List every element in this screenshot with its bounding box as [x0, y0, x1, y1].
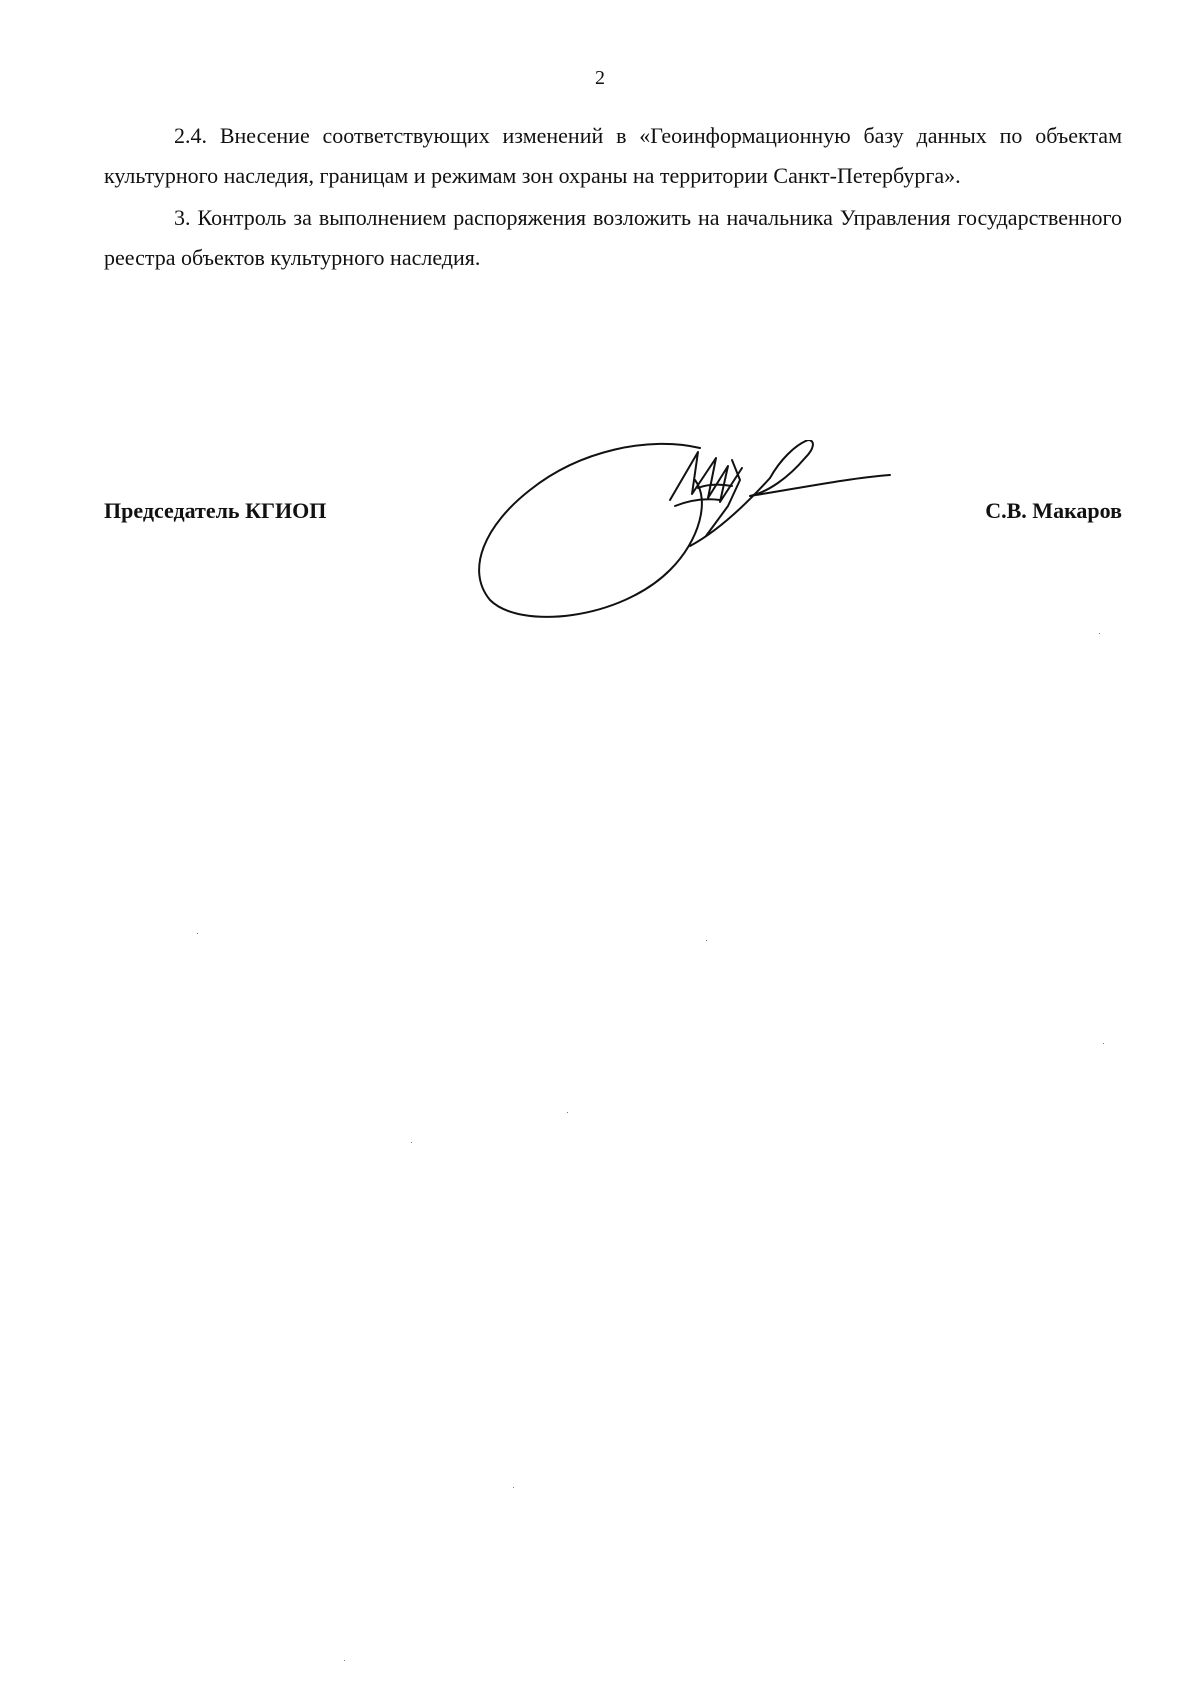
paragraph-3: 3. Контроль за выполнением распоряжения возложить на начальника Управления государственного реестра объектов культурного наследия. [104, 205, 1122, 270]
scan-speck [1103, 1043, 1104, 1044]
page-number: 2 [595, 67, 605, 89]
signer-name: С.В. Макаров [985, 498, 1122, 523]
handwritten-signature [470, 440, 930, 620]
scan-speck [197, 933, 198, 934]
scan-speck [1099, 633, 1100, 634]
signer-position: Председатель КГИОП [104, 498, 327, 523]
document-body [104, 116, 1122, 280]
scan-speck [411, 1142, 412, 1143]
scan-speck [344, 1660, 345, 1661]
scan-speck [706, 940, 707, 941]
scan-speck [567, 1112, 568, 1113]
paragraph-2-4: 2.4. Внесение соответствующих изменений в «Геоинформационную базу данных по объектам культурного наследия, границам и режимам зон охраны на территории Санкт-Петербурга». [104, 123, 1122, 188]
scan-speck [513, 1487, 514, 1488]
